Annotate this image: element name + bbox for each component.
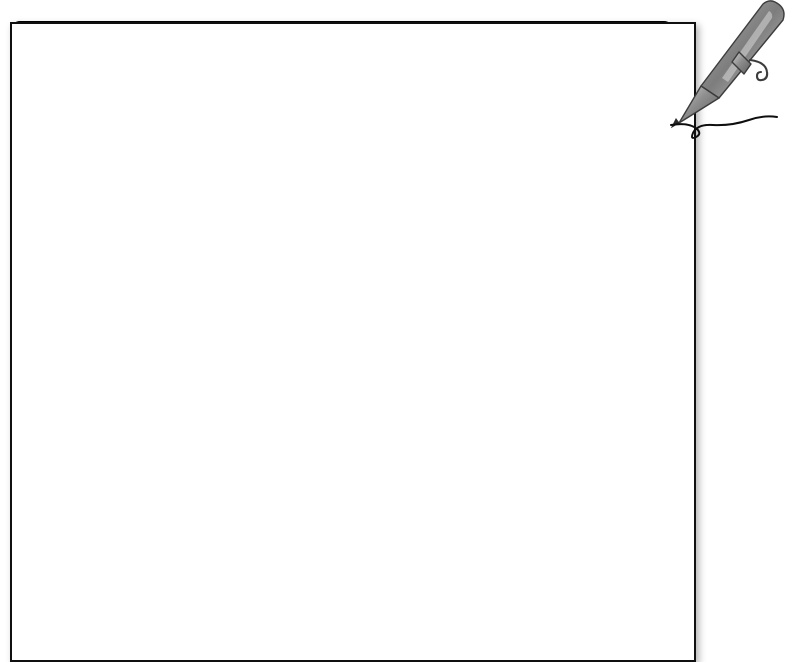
- pen-icon: [655, 0, 790, 139]
- signature-squiggle: [671, 116, 777, 137]
- document-page: [10, 22, 696, 662]
- pen-barrel: [701, 1, 784, 98]
- pen-clip: [750, 60, 767, 80]
